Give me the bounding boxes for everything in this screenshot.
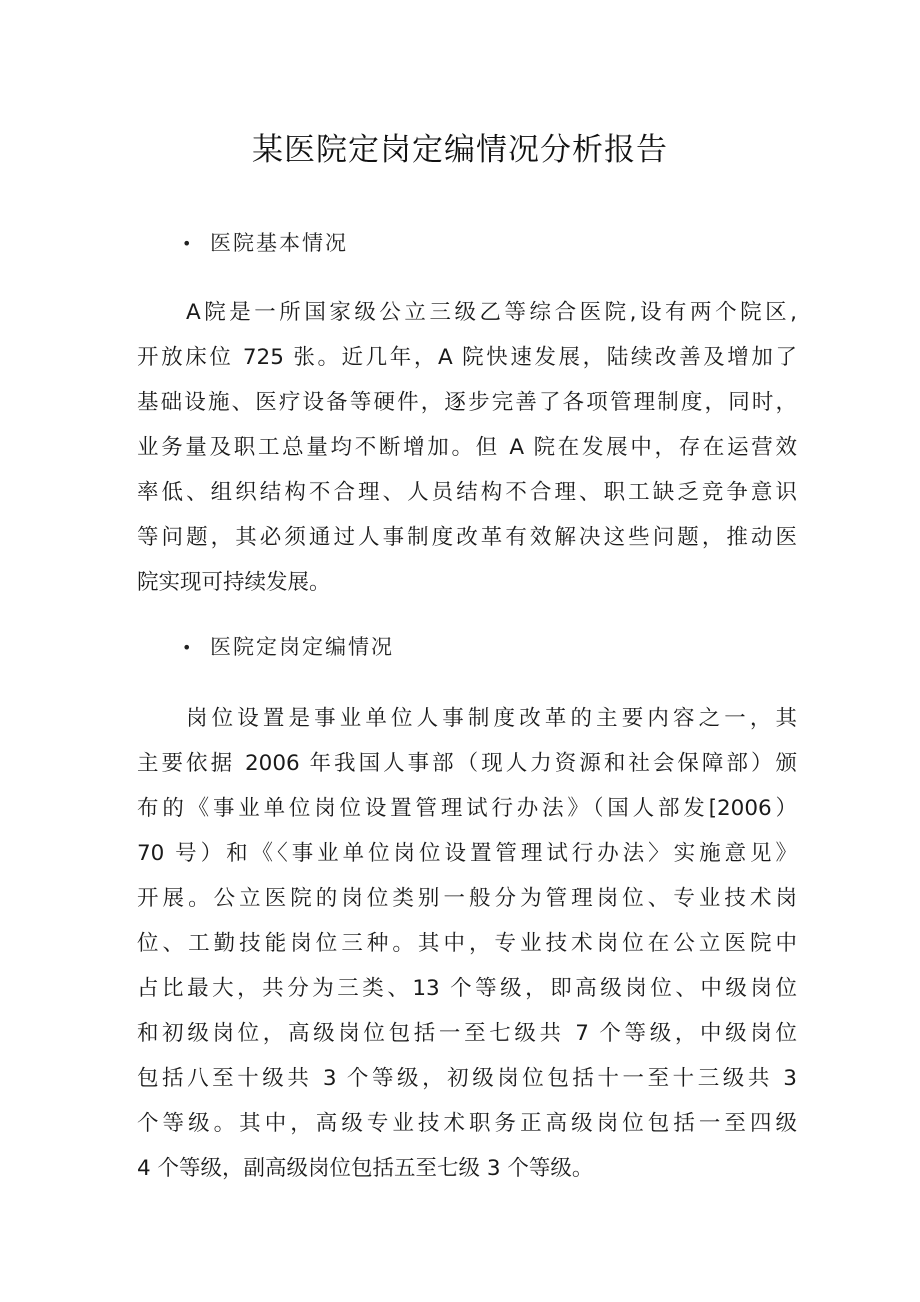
paragraph-line: 主要依据 2006 年我国人事部（现人力资源和社会保障部）颁 <box>137 751 797 776</box>
section-heading-text: 医院定岗定编情况 <box>210 635 394 659</box>
paragraph-line: 院实现可持续发展。 <box>137 570 331 595</box>
paragraph-line: 基础设施、医疗设备等硬件，逐步完善了各项管理制度，同时， <box>137 390 797 415</box>
paragraph-line: 率低、组织结构不合理、人员结构不合理、职工缺乏竞争意识 <box>137 480 797 505</box>
paragraph-line: 4 个等级，副高级岗位包括五至七级 3 个等级。 <box>137 1156 594 1181</box>
paragraph-line: 个等级。其中，高级专业技术职务正高级岗位包括一至四级 <box>137 1111 797 1136</box>
paragraph-line: 70 号）和《〈事业单位岗位设置管理试行办法〉实施意见》 <box>137 841 797 866</box>
paragraph-line: 业务量及职工总量均不断增加。但 A 院在发展中，存在运营效 <box>137 435 797 460</box>
paragraph-line: 等问题，其必须通过人事制度改革有效解决这些问题，推动医 <box>137 525 797 550</box>
paragraph-line: 开展。公立医院的岗位类别一般分为管理岗位、专业技术岗 <box>137 886 797 911</box>
paragraph-line: 占比最大，共分为三类、13 个等级，即高级岗位、中级岗位 <box>137 976 797 1001</box>
paragraph-line: 开放床位 725 张。近几年，A 院快速发展，陆续改善及增加了 <box>137 345 797 370</box>
section-heading-basic-info <box>182 228 348 259</box>
paragraph-line: 布的《事业单位岗位设置管理试行办法》（国人部发[2006） <box>137 796 797 821</box>
paragraph-line: 包括八至十级共 3 个等级，初级岗位包括十一至十三级共 3 <box>137 1066 797 1091</box>
section-heading-text: 医院基本情况 <box>210 231 348 255</box>
paragraph-line: 和初级岗位，高级岗位包括一至七级共 7 个等级，中级岗位 <box>137 1021 797 1046</box>
bullet-icon: • <box>182 638 194 657</box>
paragraph-line: 位、工勤技能岗位三种。其中，专业技术岗位在公立医院中 <box>137 931 797 956</box>
section-heading-staffing <box>182 632 394 663</box>
paragraph-line: A院是一所国家级公立三级乙等综合医院,设有两个院区, <box>186 300 797 325</box>
document-title: 某医院定岗定编情况分析报告 <box>252 132 668 168</box>
bullet-icon: • <box>182 234 194 253</box>
paragraph-line: 岗位设置是事业单位人事制度改革的主要内容之一，其 <box>186 706 797 731</box>
